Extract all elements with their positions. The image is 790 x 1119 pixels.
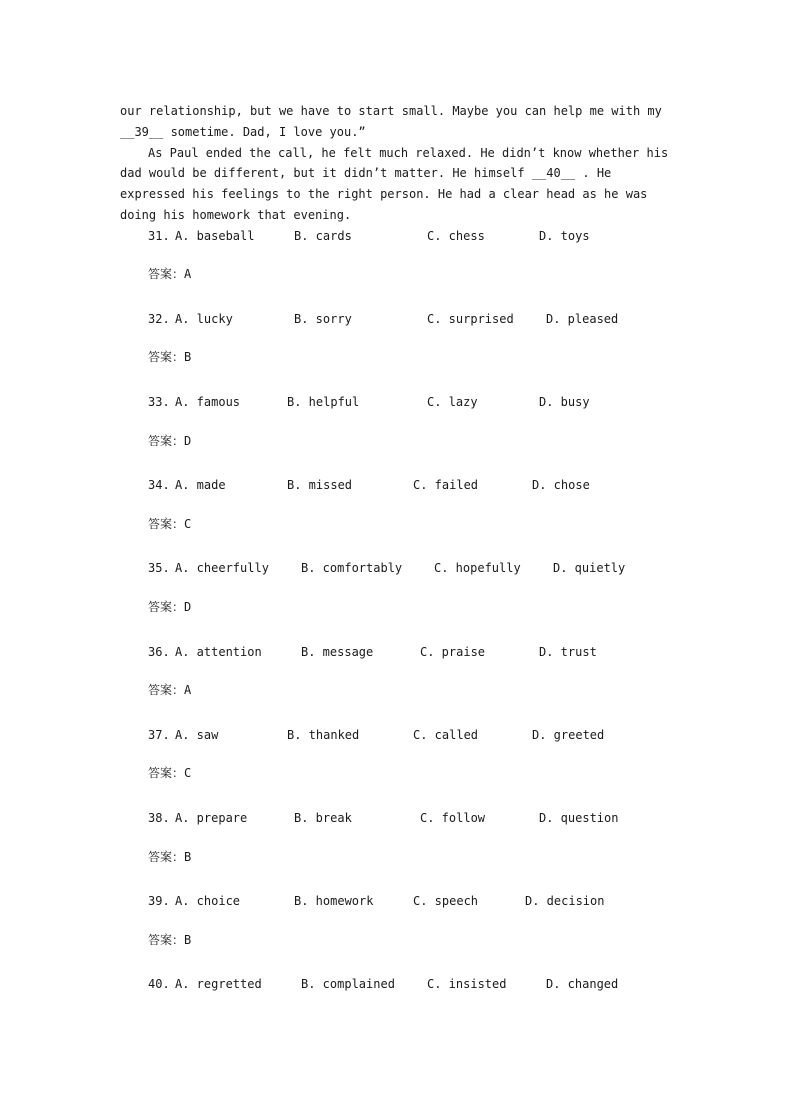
question-number: 31. — [148, 229, 170, 243]
question-number: 38. — [148, 811, 170, 825]
answer-label: 答案：D — [148, 600, 192, 614]
answer-label: 答案：A — [148, 267, 192, 281]
option-d: D. busy — [539, 395, 590, 409]
option-c: C. surprised — [427, 312, 514, 326]
option-b: B. comfortably — [301, 561, 403, 575]
option-a: A. lucky — [175, 312, 233, 326]
answer-label: 答案：D — [148, 434, 192, 448]
question-number: 32. — [148, 312, 170, 326]
option-d: D. changed — [546, 977, 619, 991]
option-c: C. hopefully — [434, 561, 521, 575]
option-a: A. famous — [175, 395, 241, 409]
option-b: B. homework — [294, 894, 374, 908]
answer-label: 答案：B — [148, 850, 192, 864]
option-b: B. complained — [301, 977, 395, 991]
question-number: 36. — [148, 645, 170, 659]
option-d: D. decision — [525, 894, 605, 908]
option-c: C. called — [413, 728, 479, 742]
option-c: C. praise — [420, 645, 486, 659]
option-c: C. lazy — [427, 395, 478, 409]
option-b: B. helpful — [287, 395, 360, 409]
option-c: C. follow — [420, 811, 486, 825]
question-number: 39. — [148, 894, 170, 908]
option-a: A. prepare — [175, 811, 248, 825]
option-d: D. toys — [539, 229, 590, 243]
question-number: 33. — [148, 395, 170, 409]
option-a: A. baseball — [175, 229, 255, 243]
option-a: A. attention — [175, 645, 262, 659]
option-d: D. pleased — [546, 312, 619, 326]
passage-line: expressed his feelings to the right person. He had a clear head as he was — [120, 187, 648, 201]
option-d: D. quietly — [553, 561, 626, 575]
passage-line: doing his homework that evening. — [120, 208, 352, 222]
passage-line: As Paul ended the call, he felt much relaxed. He didn’t know whether his — [148, 146, 669, 160]
option-d: D. trust — [539, 645, 597, 659]
option-a: A. regretted — [175, 977, 262, 991]
option-a: A. saw — [175, 728, 219, 742]
option-b: B. thanked — [287, 728, 360, 742]
option-c: C. failed — [413, 478, 479, 492]
option-b: B. break — [294, 811, 352, 825]
answer-label: 答案：C — [148, 766, 192, 780]
option-b: B. missed — [287, 478, 353, 492]
answer-label: 答案：B — [148, 933, 192, 947]
answer-label: 答案：B — [148, 350, 192, 364]
answer-label: 答案：C — [148, 517, 192, 531]
question-number: 37. — [148, 728, 170, 742]
option-c: C. chess — [427, 229, 485, 243]
passage-line: __39__ sometime. Dad, I love you.” — [120, 125, 366, 139]
question-number: 35. — [148, 561, 170, 575]
option-b: B. message — [301, 645, 374, 659]
passage-line: dad would be different, but it didn’t matter. He himself __40__ . He — [120, 166, 612, 180]
question-number: 40. — [148, 977, 170, 991]
option-a: A. cheerfully — [175, 561, 269, 575]
option-d: D. question — [539, 811, 619, 825]
option-a: A. made — [175, 478, 226, 492]
option-c: C. insisted — [427, 977, 507, 991]
option-c: C. speech — [413, 894, 479, 908]
option-b: B. sorry — [294, 312, 352, 326]
option-a: A. choice — [175, 894, 241, 908]
option-d: D. greeted — [532, 728, 605, 742]
passage-line: our relationship, but we have to start small. Maybe you can help me with my — [120, 104, 662, 118]
question-number: 34. — [148, 478, 170, 492]
option-b: B. cards — [294, 229, 352, 243]
answer-label: 答案：A — [148, 683, 192, 697]
option-d: D. chose — [532, 478, 590, 492]
